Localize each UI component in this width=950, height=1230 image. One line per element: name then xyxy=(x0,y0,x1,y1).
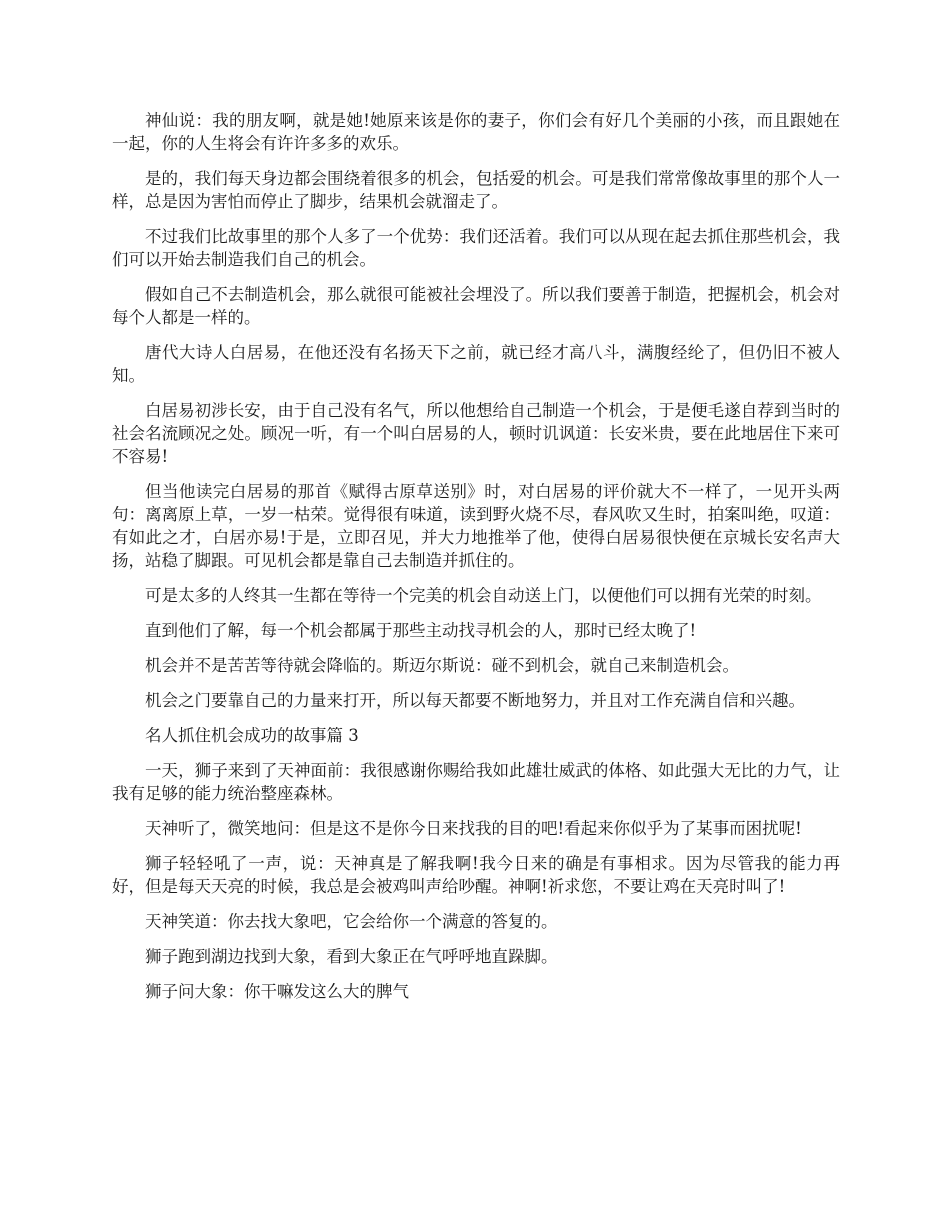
paragraph: 但当他读完白居易的那首《赋得古原草送别》时，对白居易的评价就大不一样了，一见开头两句：离离原上草，一岁一枯荣。觉得很有味道，读到野火烧不尽，春风吹又生时，拍案叫绝，叹道：有如此之才，白居亦易!于是，立即召见，并大力地推举了他，使得白居易很快便在京城长安名声大扬，站稳了脚跟。可见机会都是靠自己去制造并抓住的。 xyxy=(112,482,840,570)
paragraph: 机会并不是苦苦等待就会降临的。斯迈尔斯说：碰不到机会，就自己来制造机会。 xyxy=(145,656,739,675)
section-heading: 名人抓住机会成功的故事篇 3 xyxy=(145,726,359,745)
paragraph: 天神笑道：你去找大象吧，它会给你一个满意的答复的。 xyxy=(145,912,558,931)
paragraph: 白居易初涉长安，由于自己没有名气，所以他想给自己制造一个机会，于是便毛遂自荐到当时的社会名流顾况之处。顾况一听，有一个叫白居易的人，顿时讥讽道：长安米贵，要在此地居住下来可不容易! xyxy=(112,401,840,466)
paragraph: 假如自己不去制造机会，那么就很可能被社会埋没了。所以我们要善于制造，把握机会，机会对每个人都是一样的。 xyxy=(112,285,840,327)
paragraph: 直到他们了解，每一个机会都属于那些主动找寻机会的人，那时已经太晚了! xyxy=(145,621,697,640)
paragraph: 狮子问大象：你干嘛发这么大的脾气 xyxy=(145,982,409,1001)
paragraph: 一天，狮子来到了天神面前：我很感谢你赐给我如此雄壮威武的体格、如此强大无比的力气，让我有足够的能力统治整座森林。 xyxy=(112,761,840,803)
paragraph: 狮子轻轻吼了一声，说：天神真是了解我啊!我今日来的确是有事相求。因为尽管我的能力再好，但是每天天亮的时候，我总是会被鸡叫声给吵醒。神啊!祈求您，不要让鸡在天亮时叫了! xyxy=(112,854,840,896)
paragraph: 狮子跑到湖边找到大象，看到大象正在气呼呼地直跺脚。 xyxy=(145,947,558,966)
paragraph: 天神听了，微笑地问：但是这不是你今日来找我的目的吧!看起来你似乎为了某事而困扰呢! xyxy=(145,819,802,838)
paragraph: 神仙说：我的朋友啊，就是她!她原来该是你的妻子，你们会有好几个美丽的小孩，而且跟她在一起，你的人生将会有许许多多的欢乐。 xyxy=(112,111,840,153)
paragraph: 可是太多的人终其一生都在等待一个完美的机会自动送上门，以便他们可以拥有光荣的时刻。 xyxy=(145,586,822,605)
document-body xyxy=(112,109,840,1015)
paragraph: 是的，我们每天身边都会围绕着很多的机会，包括爱的机会。可是我们常常像故事里的那个人一样，总是因为害怕而停止了脚步，结果机会就溜走了。 xyxy=(112,169,840,211)
paragraph: 不过我们比故事里的那个人多了一个优势：我们还活着。我们可以从现在起去抓住那些机会，我们可以开始去制造我们自己的机会。 xyxy=(112,227,840,269)
paragraph: 唐代大诗人白居易，在他还没有名扬天下之前，就已经才高八斗，满腹经纶了，但仍旧不被人知。 xyxy=(112,343,840,385)
paragraph: 机会之门要靠自己的力量来打开，所以每天都要不断地努力，并且对工作充满自信和兴趣。 xyxy=(145,691,805,710)
